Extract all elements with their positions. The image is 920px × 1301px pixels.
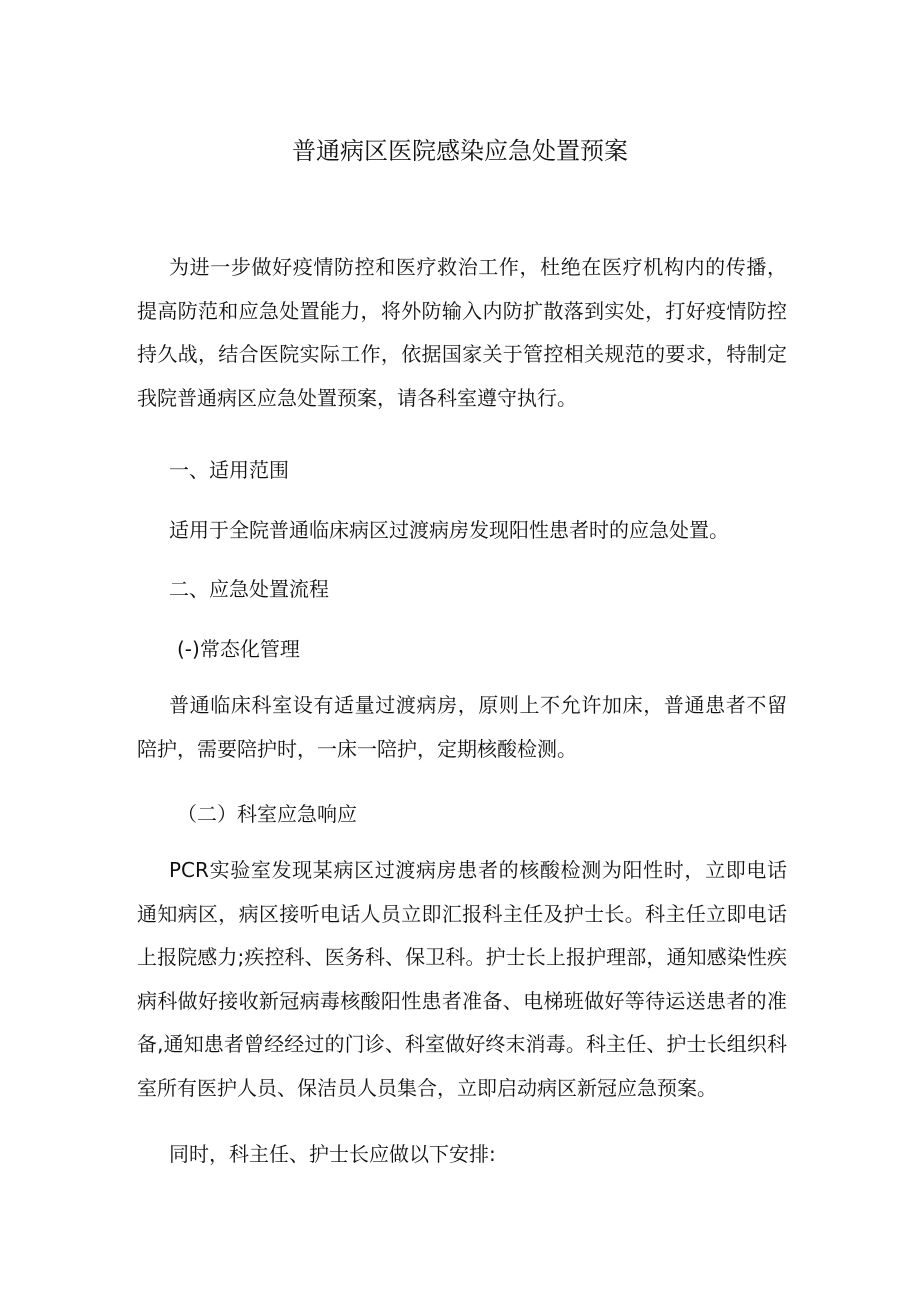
intro-paragraph: 为进一步做好疫情防控和医疗救治工作，杜绝在医疗机构内的传播，提高防范和应急处置能力，将外防输入内防扩散落到实处，打好疫情防控持久战，结合医院实际工作，依据国家关于管控相关规范的要求，特制定我院普通病区应急处置预案，请各科室遵守执行。 (137, 255, 787, 410)
closing-line: 同时，科主任、护士长应做以下安排: (169, 1142, 496, 1166)
section-heading-procedure: 二、应急处置流程 (169, 577, 329, 601)
section-heading-scope: 一、适用范围 (169, 458, 289, 482)
response-paragraph: PCR实验室发现某病区过渡病房患者的核酸检测为阳性时，立即电话通知病区，病区接听电话人员立即汇报科主任及护士长。科主任立即电话上报院感力;疾控科、医务科、保卫科。护士长上报护理部，通知感染性疾病科做好接收新冠病毒核酸阳性患者准备、电梯班做好等待运送患者的准备,通知患者曾经经过的门诊、科室做好终末消毒。科主任、护士长组织科室所有医护人员、保洁员人员集合，立即启动病区新冠应急预案。 (137, 858, 787, 1100)
routine-paragraph: 普通临床科室设有适量过渡病房，原则上不允许加床，普通患者不留陪护，需要陪护时，一床一陪护，定期核酸检测。 (137, 693, 787, 761)
subsection-heading-routine: (-)常态化管理 (177, 637, 300, 661)
document-title: 普通病区医院感染应急处置预案 (292, 137, 628, 165)
subsection-heading-response: （二）科室应急响应 (177, 802, 357, 826)
scope-paragraph: 适用于全院普通临床病区过渡病房发现阳性患者时的应急处置。 (169, 518, 729, 542)
